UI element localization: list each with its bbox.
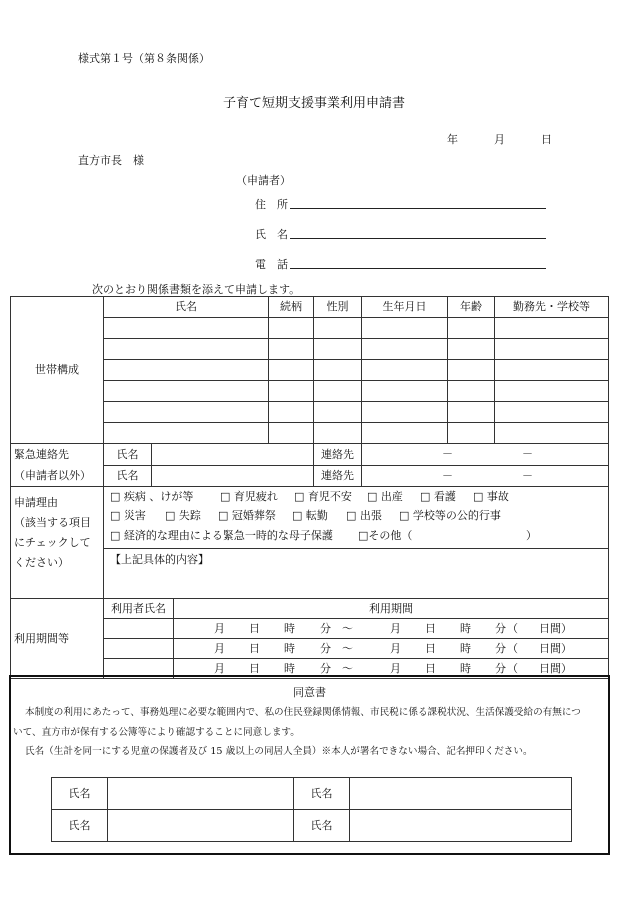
emergency-label-line2: （申請者以外） bbox=[14, 469, 91, 482]
consent-box bbox=[9, 675, 610, 855]
household-header-age: 年齢 bbox=[448, 297, 495, 318]
period-tilde: ～ bbox=[342, 642, 353, 655]
period-day: 日 bbox=[425, 622, 436, 635]
emergency-contact-label: 連絡先 bbox=[314, 444, 362, 466]
emergency-contact-field[interactable] bbox=[362, 444, 609, 466]
period-user-header: 利用者氏名 bbox=[104, 599, 174, 619]
checkbox[interactable]: □ bbox=[346, 509, 357, 522]
signature-name-label: 氏名 bbox=[52, 778, 108, 810]
signature-name-label: 氏名 bbox=[52, 810, 108, 842]
period-hour: 時 bbox=[460, 662, 471, 675]
period-field[interactable] bbox=[174, 619, 609, 639]
reason-option-childcare-fatigue[interactable] bbox=[220, 490, 278, 503]
reason-label-line: にチェックして bbox=[14, 536, 91, 549]
household-header-sex: 性別 bbox=[314, 297, 362, 318]
reason-options bbox=[104, 487, 609, 549]
period-minute: 分 bbox=[495, 662, 506, 675]
reason-option-school-event[interactable] bbox=[399, 509, 501, 522]
reason-row bbox=[11, 487, 609, 549]
period-tilde: ～ bbox=[342, 622, 353, 635]
emergency-row bbox=[11, 444, 609, 466]
checkbox[interactable]: □ bbox=[110, 509, 121, 522]
date-year: 年 bbox=[447, 133, 458, 146]
checkbox[interactable]: □ bbox=[420, 490, 431, 503]
period-minute: 分 bbox=[320, 662, 331, 675]
period-hour: 時 bbox=[284, 622, 295, 635]
reason-label bbox=[11, 487, 104, 599]
period-days-open: （ bbox=[507, 642, 518, 655]
period-minute: 分 bbox=[495, 622, 506, 635]
checkbox[interactable]: □ bbox=[399, 509, 410, 522]
reason-label-line: （該当する項目 bbox=[14, 516, 91, 529]
option-label: 出張 bbox=[359, 509, 382, 522]
signature-field[interactable] bbox=[108, 778, 294, 810]
checkbox[interactable]: □ bbox=[165, 509, 176, 522]
emergency-dash: － bbox=[522, 469, 533, 483]
option-label: 冠婚葬祭 bbox=[231, 509, 276, 522]
option-label: 出産 bbox=[380, 490, 403, 503]
reason-option-other[interactable] bbox=[358, 529, 412, 542]
emergency-dash: － bbox=[442, 447, 453, 460]
option-label: 育児疲れ bbox=[233, 490, 278, 503]
reason-label-line: ください） bbox=[14, 556, 69, 569]
option-label: 経済的な理由による緊急一時的な母子保護 bbox=[123, 529, 333, 542]
emergency-name-field[interactable] bbox=[152, 444, 314, 466]
emergency-label-line1: 緊急連絡先 bbox=[14, 448, 69, 461]
period-user-field[interactable] bbox=[104, 619, 174, 639]
signature-name-label: 氏名 bbox=[294, 778, 350, 810]
signature-row bbox=[52, 810, 572, 842]
reason-option-ceremony[interactable] bbox=[218, 509, 276, 522]
reason-option-missing[interactable] bbox=[165, 509, 201, 522]
form-number: 様式第１号（第８条関係） bbox=[78, 52, 210, 65]
period-minute: 分 bbox=[320, 642, 331, 655]
checkbox[interactable]: □ bbox=[220, 490, 231, 503]
emergency-name-label: 氏名 bbox=[104, 444, 152, 466]
period-field[interactable] bbox=[174, 639, 609, 659]
option-label: 転勤 bbox=[305, 509, 328, 522]
reason-option-economic[interactable] bbox=[110, 529, 333, 542]
name-field[interactable] bbox=[290, 238, 546, 239]
phone-label: 電 話 bbox=[255, 258, 288, 271]
option-label: 育児不安 bbox=[307, 490, 352, 503]
checkbox[interactable]: □ bbox=[110, 490, 121, 503]
option-label: 失踪 bbox=[178, 509, 201, 522]
reason-option-illness[interactable] bbox=[110, 490, 193, 503]
consent-signature-table bbox=[51, 777, 572, 842]
emergency-dash: － bbox=[442, 469, 453, 483]
emergency-dash: － bbox=[522, 447, 533, 460]
checkbox[interactable]: □ bbox=[294, 490, 305, 503]
period-header-row bbox=[11, 599, 609, 619]
household-header-relation: 続柄 bbox=[269, 297, 314, 318]
option-label: 災害 bbox=[123, 509, 146, 522]
option-label: □その他（ bbox=[358, 529, 413, 542]
date-day: 日 bbox=[541, 133, 552, 146]
household-header-birthdate: 生年月日 bbox=[362, 297, 448, 318]
option-label: 事故 bbox=[486, 490, 509, 503]
period-month: 月 bbox=[214, 642, 225, 655]
emergency-name-label: 氏名 bbox=[104, 466, 152, 487]
name-label: 氏 名 bbox=[255, 228, 288, 241]
emergency-name-field[interactable] bbox=[152, 466, 314, 487]
applicant-label: （申請者） bbox=[236, 174, 291, 187]
checkbox[interactable]: □ bbox=[292, 509, 303, 522]
signature-field[interactable] bbox=[350, 810, 572, 842]
option-label: 学校等の公的行事 bbox=[412, 509, 501, 522]
period-day: 日 bbox=[425, 642, 436, 655]
reason-details[interactable] bbox=[104, 549, 609, 599]
reason-label-line: 申請理由 bbox=[14, 496, 58, 509]
checkbox[interactable]: □ bbox=[473, 490, 484, 503]
reason-other-close: ） bbox=[526, 529, 537, 542]
period-days-open: （ bbox=[507, 622, 518, 635]
period-day: 日 bbox=[249, 662, 260, 675]
reason-option-transfer[interactable] bbox=[292, 509, 328, 522]
address-field[interactable] bbox=[290, 208, 546, 209]
reason-option-business-trip[interactable] bbox=[346, 509, 382, 522]
consent-title: 同意書 bbox=[293, 686, 326, 699]
household-label: 世帯構成 bbox=[11, 297, 104, 444]
consent-text-line2: いて、直方市が保有する公簿等により確認することに同意します。 bbox=[13, 727, 300, 738]
period-month: 月 bbox=[390, 622, 401, 635]
application-table bbox=[10, 296, 609, 679]
reason-option-childbirth[interactable] bbox=[367, 490, 403, 503]
household-header-name: 氏名 bbox=[104, 297, 269, 318]
emergency-contact-field[interactable] bbox=[362, 466, 609, 487]
household-header-row bbox=[11, 297, 609, 318]
consent-text-line1: 本制度の利用にあたって、事務処理に必要な範囲内で、私の住民登録関係情報、市民税に係る課税状況、生活保護受給の有無につ bbox=[25, 707, 581, 718]
reason-option-childcare-anxiety[interactable] bbox=[294, 490, 352, 503]
intro-text: 次のとおり関係書類を添えて申請します。 bbox=[92, 283, 301, 296]
reason-option-accident[interactable] bbox=[473, 490, 509, 503]
reason-option-nursing[interactable] bbox=[420, 490, 456, 503]
signature-field[interactable] bbox=[350, 778, 572, 810]
date-month: 月 bbox=[494, 133, 505, 146]
period-hour: 時 bbox=[284, 662, 295, 675]
checkbox[interactable]: □ bbox=[367, 490, 378, 503]
period-minute: 分 bbox=[495, 642, 506, 655]
period-minute: 分 bbox=[320, 622, 331, 635]
period-label: 利用期間等 bbox=[11, 599, 104, 679]
period-hour: 時 bbox=[460, 622, 471, 635]
period-month: 月 bbox=[390, 642, 401, 655]
period-day: 日 bbox=[425, 662, 436, 675]
period-month: 月 bbox=[390, 662, 401, 675]
period-month: 月 bbox=[214, 662, 225, 675]
emergency-contact-label: 連絡先 bbox=[314, 466, 362, 487]
page-title: 子育て短期支援事業利用申請書 bbox=[223, 96, 406, 111]
period-day: 日 bbox=[249, 642, 260, 655]
period-days-open: （ bbox=[507, 662, 518, 675]
period-user-field[interactable] bbox=[104, 639, 174, 659]
option-label: 疾病 、けが等 bbox=[123, 490, 194, 503]
period-hour: 時 bbox=[460, 642, 471, 655]
reason-option-disaster[interactable] bbox=[110, 509, 146, 522]
option-label: 看護 bbox=[433, 490, 456, 503]
consent-note: 氏名（生計を同一にする児童の保護者及び 15 歳以上の同居人全員）※本人が署名できない場合、記名押印ください。 bbox=[25, 746, 533, 757]
checkbox[interactable]: □ bbox=[110, 529, 121, 542]
household-header-workplace: 勤務先・学校等 bbox=[495, 297, 609, 318]
signature-field[interactable] bbox=[108, 810, 294, 842]
checkbox[interactable]: □ bbox=[218, 509, 229, 522]
emergency-label bbox=[11, 444, 104, 487]
period-hour: 時 bbox=[284, 642, 295, 655]
period-month: 月 bbox=[214, 622, 225, 635]
addressee: 直方市長 様 bbox=[78, 154, 144, 167]
period-days-close: 日間） bbox=[539, 642, 572, 655]
signature-name-label: 氏名 bbox=[294, 810, 350, 842]
phone-field[interactable] bbox=[290, 268, 546, 269]
reason-details-label: 【上記具体的内容】 bbox=[110, 553, 209, 566]
period-days-close: 日間） bbox=[539, 662, 572, 675]
address-label: 住 所 bbox=[255, 198, 288, 211]
period-day: 日 bbox=[249, 622, 260, 635]
period-header: 利用期間 bbox=[174, 599, 609, 619]
signature-row bbox=[52, 778, 572, 810]
period-days-close: 日間） bbox=[539, 622, 572, 635]
period-tilde: ～ bbox=[342, 662, 353, 675]
